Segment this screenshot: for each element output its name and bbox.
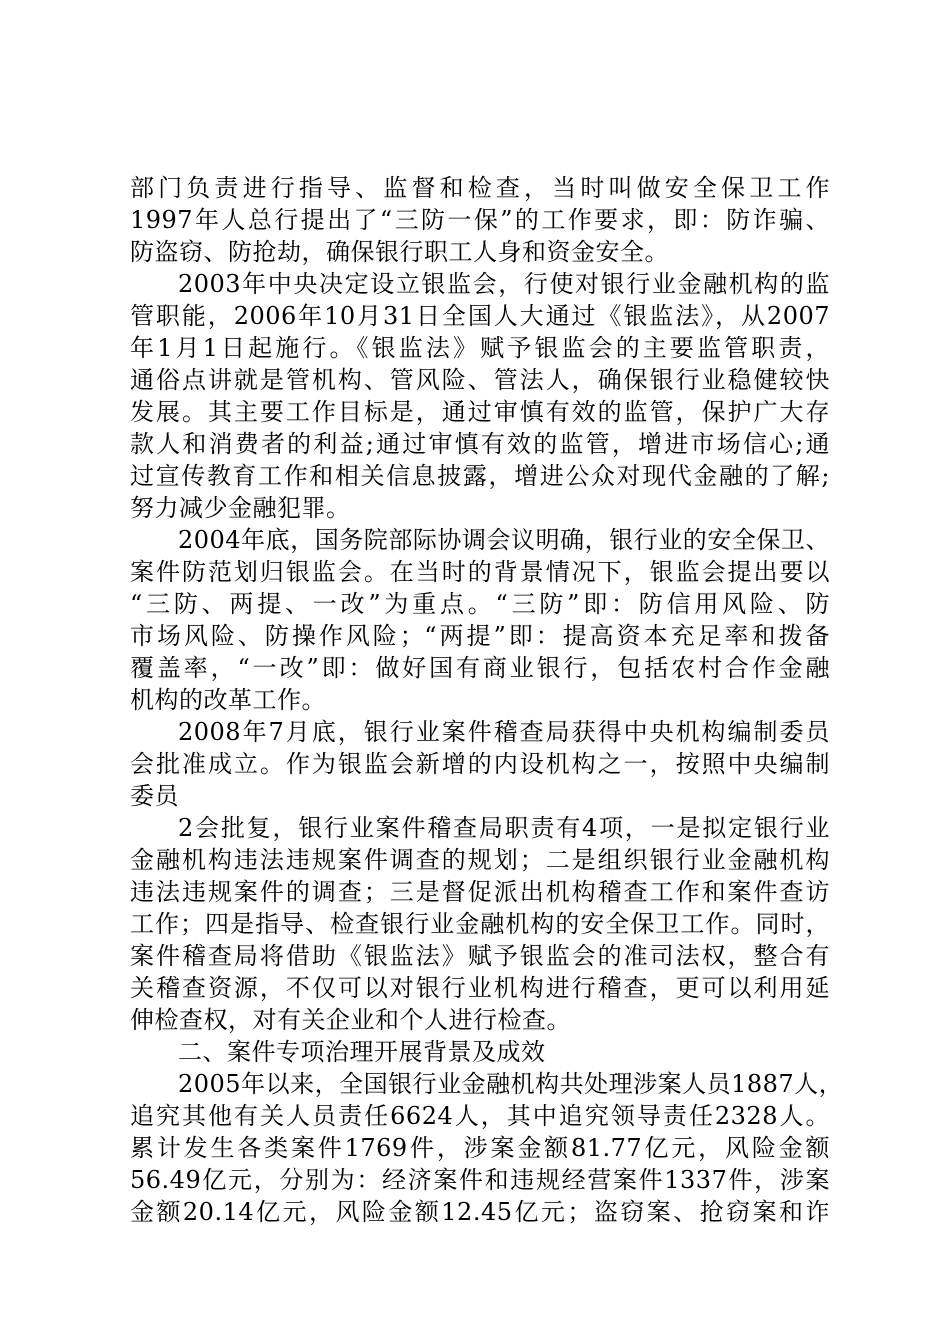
text-line: 案件防范划归银监会。在当时的背景情况下，银监会提出要以 [130, 558, 830, 586]
text-line: 年1月1日起施行。《银监法》赋予银监会的主要监管职责， [130, 334, 830, 362]
paragraph-first-line: 2会批复，银行业案件稽查局职责有4项，一是拟定银行业 [178, 814, 830, 842]
text-line: “三防、两提、一改”为重点。“三防”即：防信用风险、防 [130, 590, 830, 618]
section-heading: 二、案件专项治理开展背景及成效 [178, 1038, 546, 1066]
text-line: 关稽查资源，不仅可以对银行业机构进行稽查，更可以利用延 [130, 974, 830, 1002]
text-line: 部门负责进行指导、监督和检查，当时叫做安全保卫工作 [130, 174, 830, 202]
document-body [130, 172, 844, 1228]
paragraph-first-line: 2004年底，国务院部际协调会议明确，银行业的安全保卫、 [178, 526, 830, 554]
text-line: 工作；四是指导、检查银行业金融机构的安全保卫工作。同时， [130, 910, 830, 938]
text-line: 款人和消费者的利益;通过审慎有效的监管，增进市场信心;通 [130, 430, 830, 458]
text-line: 管职能，2006年10月31日全国人大通过《银监法》，从2007 [130, 302, 830, 330]
text-line: 防盗窃、防抢劫，确保银行职工人身和资金安全。 [130, 238, 669, 266]
text-line: 案件稽查局将借助《银监法》赋予银监会的准司法权，整合有 [130, 942, 830, 970]
paragraph-first-line: 2003年中央决定设立银监会，行使对银行业金融机构的监 [178, 270, 830, 298]
text-line: 覆盖率，“一改”即：做好国有商业银行，包括农村合作金融 [130, 654, 830, 682]
text-line: 累计发生各类案件1769件，涉案金额81.77亿元，风险金额 [130, 1134, 830, 1162]
paragraph-first-line: 2005年以来，全国银行业金融机构共处理涉案人员1887人， [178, 1070, 844, 1098]
text-line: 委员 [130, 782, 179, 810]
text-line: 56.49亿元，分别为：经济案件和违规经营案件1337件，涉案 [130, 1166, 830, 1194]
text-line: 会批准成立。作为银监会新增的内设机构之一，按照中央编制 [130, 750, 830, 778]
text-line: 市场风险、防操作风险；“两提”即：提高资本充足率和拨备 [130, 622, 830, 650]
text-line: 金额20.14亿元，风险金额12.45亿元；盗窃案、抢窃案和诈 [130, 1198, 830, 1226]
text-line: 机构的改革工作。 [130, 686, 326, 714]
text-line: 过宣传教育工作和相关信息披露，增进公众对现代金融的了解; [130, 462, 830, 490]
text-line: 追究其他有关人员责任6624人，其中追究领导责任2328人。 [130, 1102, 830, 1130]
text-line: 努力减少金融犯罪。 [130, 494, 351, 522]
text-line: 伸检查权，对有关企业和个人进行检查。 [130, 1006, 571, 1034]
paragraph-first-line: 2008年7月底，银行业案件稽查局获得中央机构编制委员 [178, 718, 830, 746]
text-line: 金融机构违法违规案件调查的规划；二是组织银行业金融机构 [130, 846, 830, 874]
text-line: 1997年人总行提出了“三防一保”的工作要求，即：防诈骗、 [130, 206, 830, 234]
text-line: 违法违规案件的调查；三是督促派出机构稽查工作和案件查访 [130, 878, 830, 906]
text-line: 通俗点讲就是管机构、管风险、管法人，确保银行业稳健较快 [130, 366, 830, 394]
text-line: 发展。其主要工作目标是，通过审慎有效的监管，保护广大存 [130, 398, 830, 426]
